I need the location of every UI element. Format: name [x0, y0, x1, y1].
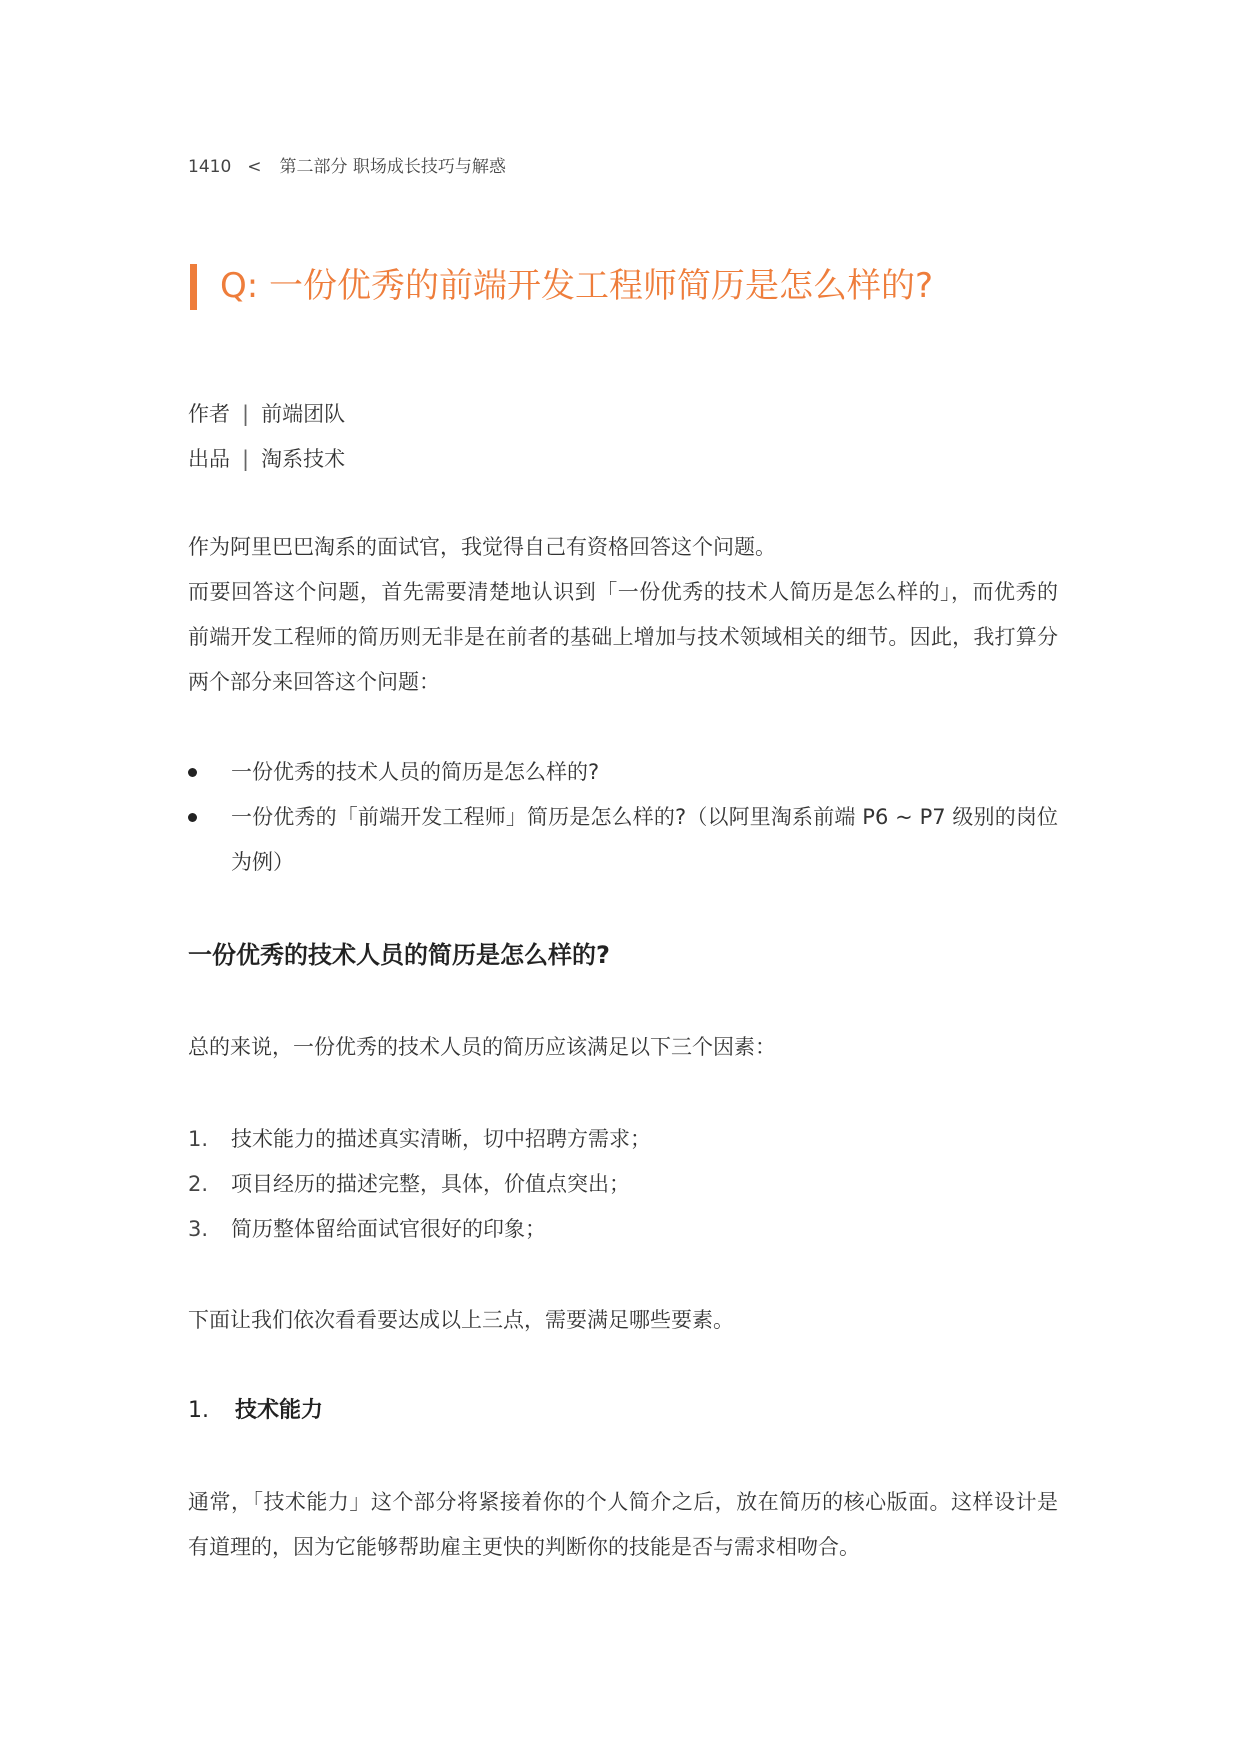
author-label: 作者 — [188, 402, 230, 426]
subsection-number: 1. — [188, 1398, 209, 1423]
meta-divider: | — [242, 447, 250, 471]
intro-paragraph-2: 而要回答这个问题，首先需要清楚地认识到「一份优秀的技术人简历是怎么样的」，而优秀的前端开发工程师的简历则无非是在前者的基础上增加与技术领域相关的细节。因此，我打算分两个部分来回答这个问题： — [188, 580, 1058, 694]
subsection-heading — [188, 1393, 323, 1424]
bullet-text: 一份优秀的技术人员的简历是怎么样的? — [231, 760, 600, 784]
list-number: 3. — [188, 1217, 209, 1241]
meta-divider: | — [242, 402, 250, 426]
list-item-text: 项目经历的描述完整，具体，价值点突出； — [231, 1172, 630, 1196]
closing-paragraph — [188, 1480, 1058, 1570]
header-separator: < — [247, 157, 262, 177]
bullet-text: 一份优秀的「前端开发工程师」简历是怎么样的?（以阿里淘系前端 P6 ~ P7 级别的岗位为例） — [231, 805, 1058, 874]
page-number: 1410 — [188, 157, 232, 177]
next-text: 下面让我们依次看看要达成以上三点，需要满足哪些要素。 — [188, 1308, 734, 1332]
article-meta — [188, 392, 345, 482]
section-name: 第二部分 职场成长技巧与解惑 — [279, 157, 506, 177]
bullet-list — [188, 750, 1058, 885]
publisher-label: 出品 — [188, 447, 230, 471]
closing-text: 通常，「技术能力」这个部分将紧接着你的个人简介之后，放在简历的核心版面。这样设计是有道理的，因为它能够帮助雇主更快的判断你的技能是否与需求相吻合。 — [188, 1490, 1058, 1559]
bullet-icon — [188, 768, 197, 777]
list-item — [188, 750, 1058, 795]
title-accent-bar — [190, 264, 197, 310]
summary-text: 总的来说，一份优秀的技术人员的简历应该满足以下三个因素： — [188, 1035, 776, 1059]
factor-list — [188, 1117, 651, 1252]
author-value: 前端团队 — [261, 402, 346, 426]
list-number: 1. — [188, 1127, 209, 1151]
list-item-text: 技术能力的描述真实清晰，切中招聘方需求； — [231, 1127, 651, 1151]
next-paragraph — [188, 1298, 1058, 1343]
list-number: 2. — [188, 1172, 209, 1196]
author-line — [188, 392, 345, 437]
list-item — [188, 1207, 651, 1252]
list-item — [188, 1162, 651, 1207]
list-item — [188, 1117, 651, 1162]
intro-paragraphs — [188, 525, 1058, 705]
running-header — [188, 152, 506, 177]
publisher-value: 淘系技术 — [261, 447, 346, 471]
bullet-icon — [188, 813, 197, 822]
page-title: Q: 一份优秀的前端开发工程师简历是怎么样的? — [220, 266, 934, 306]
subsection-title: 技术能力 — [235, 1398, 324, 1423]
list-item-text: 简历整体留给面试官很好的印象； — [231, 1217, 546, 1241]
summary-paragraph — [188, 1025, 1058, 1070]
section-heading: 一份优秀的技术人员的简历是怎么样的? — [188, 941, 610, 969]
intro-paragraph-1: 作为阿里巴巴淘系的面试官，我觉得自己有资格回答这个问题。 — [188, 535, 776, 559]
list-item — [188, 795, 1058, 885]
publisher-line — [188, 437, 345, 482]
